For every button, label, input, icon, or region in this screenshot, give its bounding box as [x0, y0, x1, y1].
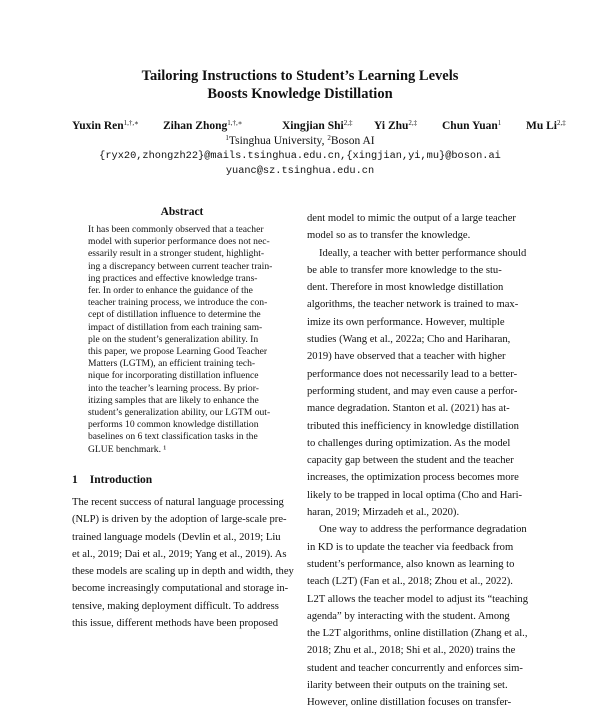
text-line: cept of distillation influence to determine the: [88, 309, 261, 321]
section-title: Introduction: [89, 474, 153, 486]
text-line: However, online distillation focuses on transfer-: [307, 697, 512, 709]
paper-title-line-1: Tailoring Instructions to Student’s Learning Levels: [141, 68, 459, 84]
text-line: GLUE benchmark. ¹: [88, 443, 167, 455]
text-line: fer. In order to enhance the guidance of the: [88, 285, 253, 297]
text-line: teacher training process, we introduce the con-: [88, 297, 268, 309]
text-line: haran, 2019; Mirzadeh et al., 2020).: [307, 507, 460, 519]
text-line: itizing samples that are likely to enhance the: [88, 394, 259, 406]
text-line: this issue, different methods have been proposed: [72, 618, 279, 630]
text-line: essarily result in a stronger student, highlight-: [88, 248, 265, 260]
text-line: One way to address the performance degradation: [319, 524, 527, 536]
text-line: nique for incorporating distillation influence: [88, 370, 259, 382]
text-line: likely to be trapped in local optima (Cho and Hari-: [307, 489, 523, 501]
text-line: the L2T algorithms, online distillation (Zhang et al.,: [307, 628, 528, 640]
text-line: be able to transfer more knowledge to the stu-: [307, 264, 502, 276]
text-line: baselines on 6 text classification tasks in the: [88, 431, 258, 443]
text-line: 2019) have observed that a teacher with higher: [307, 351, 506, 363]
text-line: It has been commonly observed that a teacher: [88, 224, 264, 235]
text-line: performing student, and may even cause a perfor-: [307, 385, 518, 397]
text-line: these models are scaling up in depth and width, they: [72, 566, 294, 578]
introduction-column-right: [307, 210, 532, 712]
text-line: 2018; Zhu et al., 2018; Shi et al., 2020) trains the: [307, 645, 516, 657]
text-line: tributed this inefficiency in knowledge distillation: [307, 420, 519, 432]
author: Yi Zhu$^{2,\ddagger}$: [374, 119, 418, 132]
text-line: trained language models (Devlin et al., 2019; Liu: [72, 531, 281, 543]
affiliations: $^1$Tsinghua University, $^2$Boson AI: [225, 134, 375, 147]
author: Chun Yuan$^1$: [442, 119, 502, 132]
text-line: in KD is to update the teacher via feedback from: [307, 541, 514, 553]
text-line: to challenges during optimization. As the model: [307, 437, 511, 449]
text-line: imize its own performance. However, multiple: [307, 316, 505, 328]
text-line: The recent success of natural language processing: [72, 497, 284, 508]
text-line: impact of distillation from each training sam-: [88, 321, 263, 333]
abstract-heading: Abstract: [160, 206, 204, 218]
text-line: teach (L2T) (Fan et al., 2018; Zhou et al., 2022).: [307, 576, 513, 588]
text-line: student and teacher concurrently and enforces sim-: [307, 662, 523, 674]
text-line: agenda” by interacting with the student. Among: [307, 610, 510, 622]
author: Yuxin Ren$^{1,\dagger,∗}$: [72, 119, 139, 132]
text-line: performance does not necessarily lead to a better-: [307, 368, 518, 380]
abstract-body: [88, 224, 278, 456]
text-line: et al., 2019; Dai et al., 2019; Yang et al., 2019). As: [72, 548, 287, 560]
text-line: performs 10 common knowledge distillation: [88, 419, 259, 431]
text-line: dent. Therefore in most knowledge distillation: [307, 282, 504, 294]
text-line: mance degradation. Stanton et al. (2021) has at-: [307, 403, 510, 415]
text-line: capacity gap between the student and the teacher: [307, 455, 514, 467]
text-line: into the teacher’s learning process. By prior-: [88, 382, 259, 394]
section-heading-introduction: [72, 474, 152, 486]
author: Xingjian Shi$^{2,\ddagger}$: [282, 119, 353, 132]
author-emails-line-2: yuanc@sz.tsinghua.edu.cn: [225, 165, 375, 177]
text-line: tensive, making deployment difficult. To address: [72, 600, 279, 612]
text-line: L2T allows the teacher model to adjust its “teaching: [307, 593, 529, 605]
text-line: increases, the optimization process becomes more: [307, 472, 519, 484]
author: Mu $Li^{2,\ddagger}$: [526, 119, 566, 132]
text-line: (NLP) is driven by the adoption of large-scale pre-: [72, 514, 287, 526]
author-emails-line-1: {ryx20,zhongzh22}@mails.tsinghua.edu.cn,{xingjian,yi,mu}@boson.ai: [99, 150, 501, 162]
text-line: model so as to transfer the knowledge.: [307, 230, 471, 242]
text-line: studies (Wang et al., 2022a; Cho and Hariharan,: [307, 334, 511, 346]
text-line: algorithms, the teacher network is trained to max-: [307, 299, 519, 311]
text-line: ilarity between their outputs on the training set.: [307, 680, 508, 692]
text-line: ing practices and effective knowledge trans-: [88, 272, 258, 284]
text-line: dent model to mimic the output of a large teacher: [307, 213, 516, 224]
text-line: this paper, we propose Learning Good Teacher: [88, 346, 268, 358]
text-line: Matters (LGTM), an efficient training tech-: [88, 358, 256, 370]
text-line: ple on the student’s generalization ability. In: [88, 333, 259, 345]
text-line: ing a discrepancy between current teacher train-: [88, 260, 273, 272]
paper-title-line-2: Boosts Knowledge Distillation: [207, 86, 393, 102]
text-line: student’s performance, also known as learning to: [307, 558, 515, 570]
text-line: model with superior performance does not nec-: [88, 236, 270, 248]
text-line: student’s generalization ability, our LGTM out-: [88, 407, 271, 419]
text-line: become increasingly computational and storage in-: [72, 583, 289, 595]
introduction-column-left: [72, 494, 297, 632]
section-number: 1: [72, 474, 78, 486]
text-line: Ideally, a teacher with better performance should: [319, 247, 527, 259]
author: Zihan Zhong$^{1,\dagger,∗}$: [163, 119, 243, 132]
